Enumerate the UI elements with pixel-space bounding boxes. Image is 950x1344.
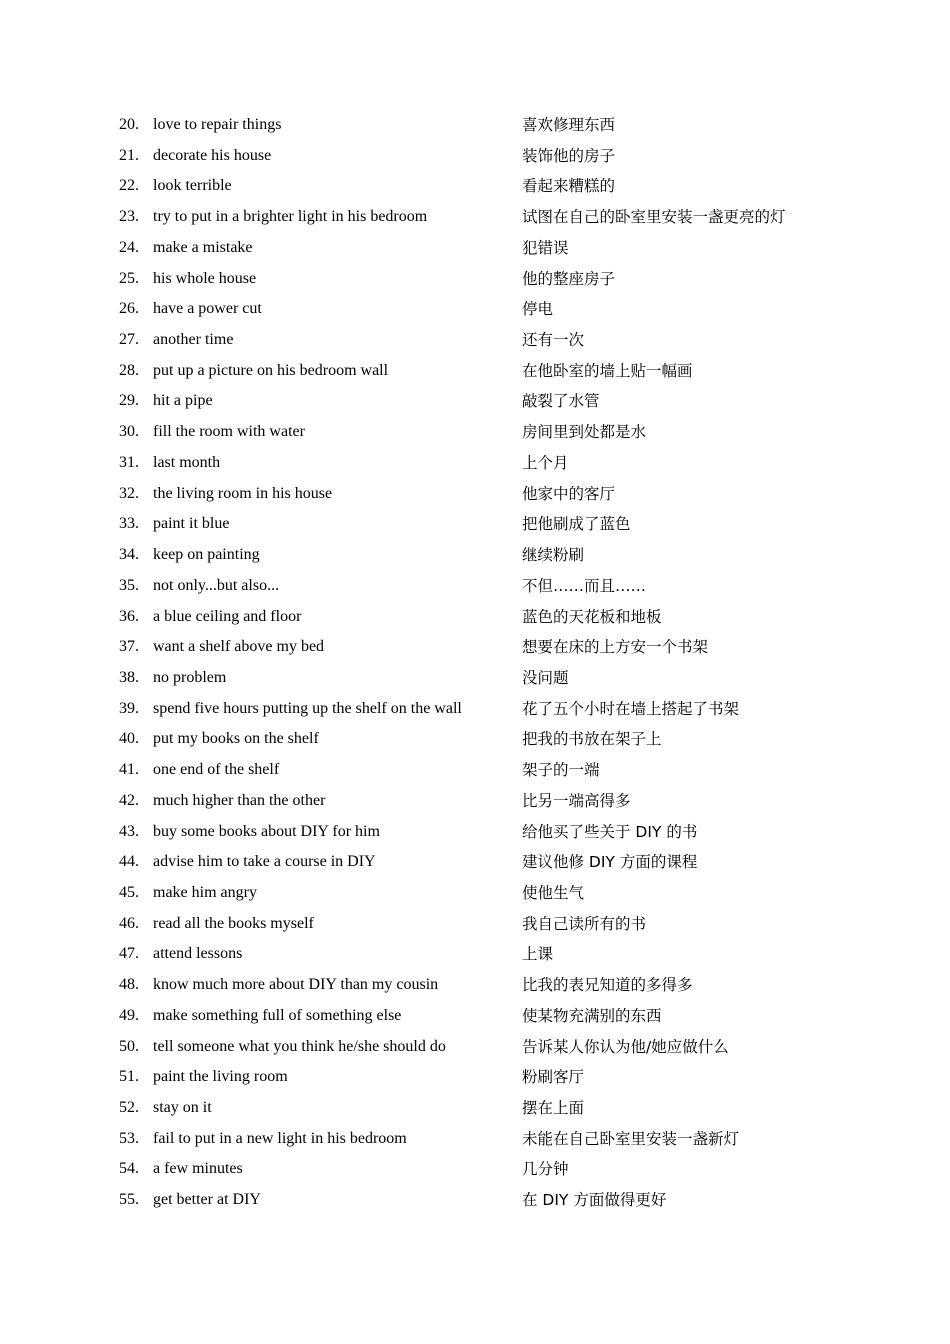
- english-phrase: make a mistake: [153, 238, 253, 256]
- item-number: 32.: [119, 484, 139, 502]
- chinese-translation: 把我的书放在架子上: [522, 730, 662, 749]
- chinese-translation: 停电: [522, 300, 554, 319]
- item-number: 34.: [119, 546, 139, 564]
- english-phrase: make something full of something else: [153, 1006, 402, 1024]
- list-item: [0, 817, 950, 848]
- chinese-translation: 房间里到处都是水: [522, 423, 647, 442]
- english-phrase: attend lessons: [153, 945, 243, 963]
- english-phrase: a few minutes: [153, 1160, 243, 1178]
- chinese-translation: 使他生气: [522, 883, 585, 902]
- chinese-translation: 几分钟: [522, 1160, 569, 1179]
- list-item: [0, 386, 950, 417]
- english-phrase: the living room in his house: [153, 484, 333, 502]
- chinese-translation: 喜欢修理东西: [522, 116, 616, 134]
- english-phrase: stay on it: [153, 1099, 212, 1116]
- english-phrase: fill the room with water: [153, 423, 305, 441]
- item-number: 50.: [119, 1037, 139, 1055]
- vocabulary-list: [0, 110, 950, 1216]
- item-number: 36.: [119, 607, 139, 625]
- chinese-translation: 他的整座房子: [522, 269, 616, 288]
- item-number: 29.: [119, 392, 139, 410]
- english-phrase: decorate his house: [153, 146, 272, 164]
- english-phrase: make him angry: [153, 883, 257, 901]
- chinese-translation: 试图在自己的卧室里安装一盏更亮的灯: [522, 208, 786, 227]
- chinese-translation: 犯错误: [522, 238, 569, 257]
- chinese-translation: 装饰他的房子: [522, 146, 616, 165]
- list-item: [0, 1154, 950, 1185]
- item-number: 30.: [119, 423, 139, 441]
- list-item: [0, 110, 950, 141]
- list-item: [0, 417, 950, 448]
- item-number: 28.: [119, 361, 139, 379]
- item-number: 40.: [119, 730, 139, 748]
- chinese-translation: 建议他修 DIY 方面的课程: [522, 853, 698, 872]
- chinese-translation: 蓝色的天花板和地板: [522, 607, 662, 626]
- item-number: 20.: [119, 116, 139, 133]
- item-number: 38.: [119, 668, 139, 686]
- english-phrase: his whole house: [153, 269, 257, 287]
- english-phrase: get better at DIY: [153, 1191, 261, 1209]
- chinese-translation: 比另一端高得多: [522, 791, 631, 810]
- english-phrase: much higher than the other: [153, 791, 326, 809]
- chinese-translation: 上个月: [522, 453, 569, 472]
- item-number: 26.: [119, 300, 139, 318]
- chinese-translation: 给他买了些关于 DIY 的书: [522, 822, 698, 841]
- english-phrase: last month: [153, 453, 221, 471]
- list-item: [0, 1124, 950, 1155]
- list-item: [0, 1032, 950, 1063]
- chinese-translation: 我自己读所有的书: [522, 914, 647, 933]
- english-phrase: want a shelf above my bed: [153, 638, 325, 656]
- list-item: [0, 909, 950, 940]
- chinese-translation: 在 DIY 方面做得更好: [522, 1191, 667, 1210]
- list-item: [0, 540, 950, 571]
- chinese-translation: 架子的一端: [522, 761, 600, 780]
- chinese-translation: 没问题: [522, 668, 569, 687]
- list-item: [0, 786, 950, 817]
- english-phrase: no problem: [153, 668, 227, 686]
- english-phrase: another time: [153, 331, 234, 349]
- chinese-translation: 想要在床的上方安一个书架: [522, 638, 709, 657]
- item-number: 49.: [119, 1006, 139, 1024]
- item-number: 23.: [119, 208, 139, 226]
- list-item: [0, 264, 950, 295]
- list-item: [0, 294, 950, 325]
- list-item: [0, 202, 950, 233]
- item-number: 27.: [119, 331, 139, 349]
- item-number: 35.: [119, 576, 139, 594]
- item-number: 52.: [119, 1099, 139, 1116]
- item-number: 43.: [119, 822, 139, 840]
- english-phrase: paint it blue: [153, 515, 230, 533]
- english-phrase: a blue ceiling and floor: [153, 607, 302, 625]
- item-number: 41.: [119, 761, 139, 779]
- chinese-translation: 比我的表兄知道的多得多: [522, 976, 693, 995]
- item-number: 31.: [119, 453, 139, 471]
- english-phrase: have a power cut: [153, 300, 262, 318]
- chinese-translation: 看起来糟糕的: [522, 177, 616, 196]
- list-item: [0, 233, 950, 264]
- english-phrase: look terrible: [153, 177, 232, 195]
- english-phrase: tell someone what you think he/she should do: [153, 1037, 446, 1055]
- chinese-translation: 摆在上面: [522, 1099, 585, 1117]
- english-phrase: advise him to take a course in DIY: [153, 853, 376, 871]
- chinese-translation: 敲裂了水管: [522, 392, 600, 411]
- list-item: [0, 171, 950, 202]
- list-item: [0, 878, 950, 909]
- english-phrase: hit a pipe: [153, 392, 213, 410]
- list-item: [0, 602, 950, 633]
- chinese-translation: 他家中的客厅: [522, 484, 616, 503]
- english-phrase: put up a picture on his bedroom wall: [153, 361, 389, 379]
- list-item: [0, 724, 950, 755]
- item-number: 24.: [119, 238, 139, 256]
- chinese-translation: 未能在自己卧室里安装一盏新灯: [522, 1129, 740, 1148]
- item-number: 37.: [119, 638, 139, 656]
- chinese-translation: 还有一次: [522, 331, 585, 350]
- item-number: 42.: [119, 791, 139, 809]
- list-item: [0, 448, 950, 479]
- english-phrase: fail to put in a new light in his bedroom: [153, 1129, 407, 1147]
- chinese-translation: 把他刷成了蓝色: [522, 515, 631, 534]
- list-item: [0, 479, 950, 510]
- chinese-translation: 不但……而且……: [522, 576, 647, 595]
- item-number: 39.: [119, 699, 139, 717]
- chinese-translation: 在他卧室的墙上贴一幅画: [522, 361, 693, 380]
- english-phrase: put my books on the shelf: [153, 730, 319, 748]
- english-phrase: buy some books about DIY for him: [153, 822, 380, 840]
- item-number: 22.: [119, 177, 139, 195]
- item-number: 44.: [119, 853, 139, 871]
- item-number: 53.: [119, 1129, 139, 1147]
- english-phrase: love to repair things: [153, 116, 282, 133]
- english-phrase: spend five hours putting up the shelf on the wall: [153, 699, 462, 717]
- english-phrase: not only...but also...: [153, 576, 280, 594]
- item-number: 54.: [119, 1160, 139, 1178]
- chinese-translation: 花了五个小时在墙上搭起了书架: [522, 699, 740, 718]
- list-item: [0, 970, 950, 1001]
- list-item: [0, 1001, 950, 1032]
- english-phrase: one end of the shelf: [153, 761, 280, 779]
- item-number: 21.: [119, 146, 139, 164]
- chinese-translation: 上课: [522, 945, 554, 964]
- item-number: 25.: [119, 269, 139, 287]
- list-item: [0, 509, 950, 540]
- list-item: [0, 141, 950, 172]
- english-phrase: read all the books myself: [153, 914, 314, 932]
- item-number: 48.: [119, 976, 139, 994]
- list-item: [0, 571, 950, 602]
- english-phrase: paint the living room: [153, 1068, 288, 1086]
- english-phrase: try to put in a brighter light in his bedroom: [153, 208, 428, 226]
- list-item: [0, 632, 950, 663]
- list-item: [0, 356, 950, 387]
- list-item: [0, 1093, 950, 1124]
- chinese-translation: 继续粉刷: [522, 546, 585, 565]
- item-number: 33.: [119, 515, 139, 533]
- list-item: [0, 325, 950, 356]
- list-item: [0, 663, 950, 694]
- english-phrase: know much more about DIY than my cousin: [153, 976, 439, 994]
- chinese-translation: 使某物充满别的东西: [522, 1006, 662, 1025]
- chinese-translation: 告诉某人你认为他/她应做什么: [522, 1037, 729, 1056]
- english-phrase: keep on painting: [153, 546, 260, 564]
- list-item: [0, 1185, 950, 1216]
- item-number: 45.: [119, 883, 139, 901]
- list-item: [0, 1062, 950, 1093]
- item-number: 47.: [119, 945, 139, 963]
- list-item: [0, 847, 950, 878]
- item-number: 46.: [119, 914, 139, 932]
- list-item: [0, 694, 950, 725]
- item-number: 55.: [119, 1191, 139, 1209]
- list-item: [0, 755, 950, 786]
- list-item: [0, 939, 950, 970]
- item-number: 51.: [119, 1068, 139, 1086]
- chinese-translation: 粉刷客厅: [522, 1068, 585, 1087]
